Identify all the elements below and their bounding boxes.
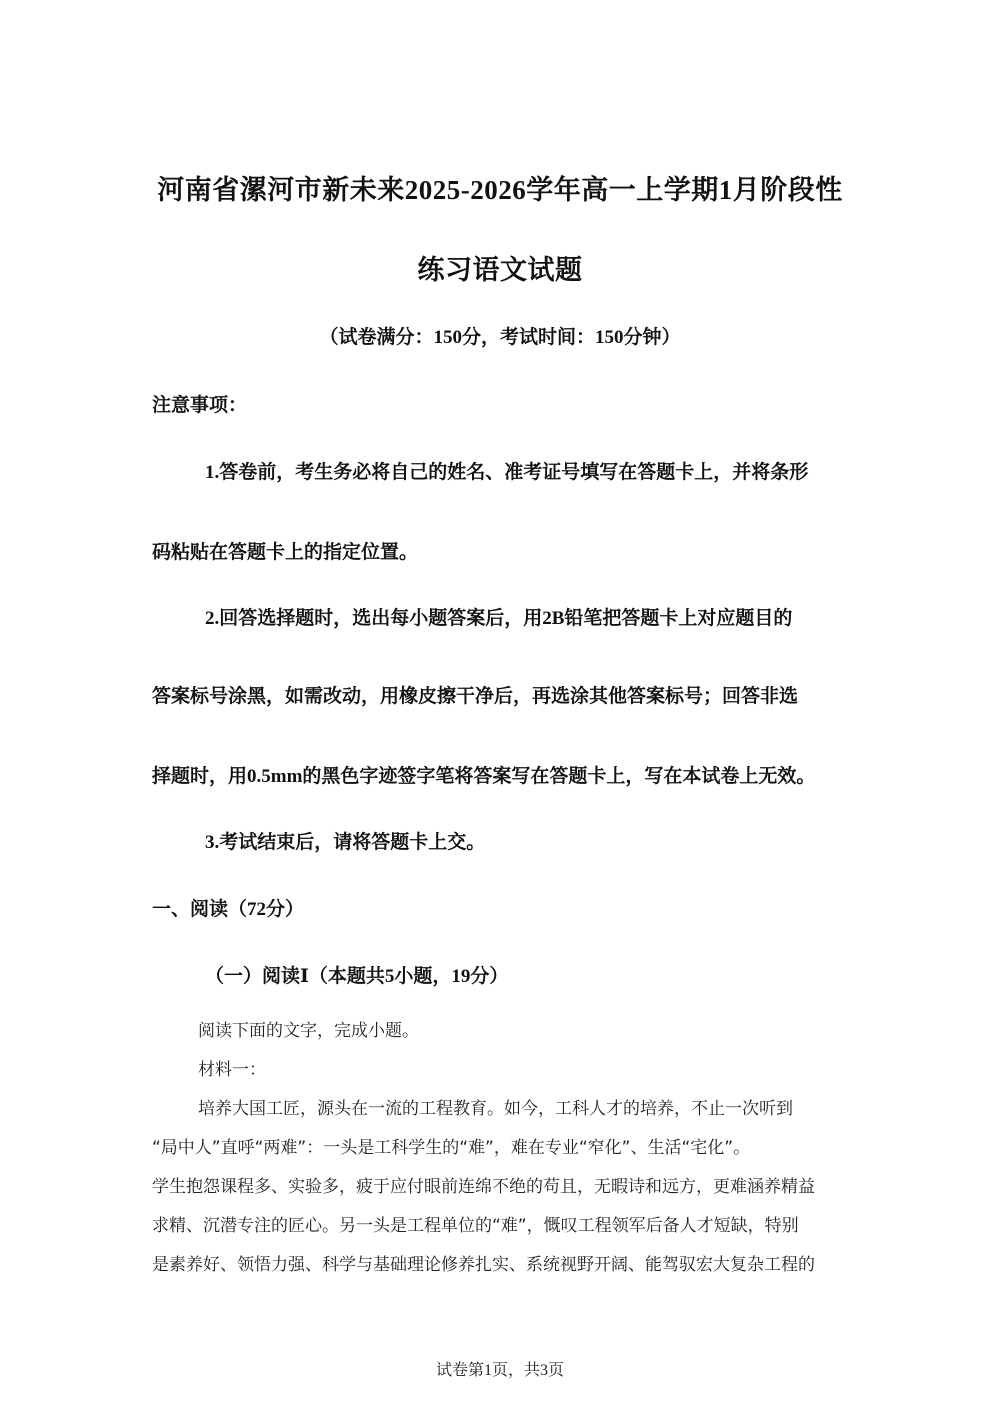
notice-item-2-line-2: 答案标号涂黑，如需改动，用橡皮擦干净后，再选涂其他答案标号；回答非选 <box>152 686 799 707</box>
passage-line-5: 是素养好、领悟力强、科学与基础理论修养扎实、系统视野开阔、能驾驭宏大复杂工程的 <box>152 1255 815 1275</box>
notice-item-1-line-2: 码粘贴在答题卡上的指定位置。 <box>152 542 419 563</box>
subsection-heading-reading-1: （一）阅读Ⅰ（本题共5小题，19分） <box>205 966 509 987</box>
notice-heading: 注意事项： <box>152 395 248 416</box>
notice-item-2-line-1: 2.回答选择题时，选出每小题答案后，用2B铅笔把答题卡上对应题目的 <box>205 608 793 629</box>
notice-item-3: 3.考试结束后，请将答题卡上交。 <box>205 832 486 853</box>
section-heading-reading: 一、阅读（72分） <box>152 899 305 920</box>
passage-line-1: 培养大国工匠，源头在一流的工程教育。如今，工科人才的培养，不止一次听到 <box>198 1099 793 1119</box>
passage-line-4: 求精、沉潜专注的匠心。另一头是工程单位的“难”，慨叹工程领军后备人才短缺，特别 <box>152 1216 799 1236</box>
page-footer: 试卷第1页，共3页 <box>435 1362 564 1379</box>
exam-title-line-1: 河南省漯河市新未来2025-2026学年高一上学期1月阶段性 <box>157 175 843 205</box>
material-label: 材料一： <box>198 1060 266 1080</box>
exam-title-line-2: 练习语文试题 <box>417 255 583 285</box>
notice-item-2-line-3: 择题时，用0.5mm的黑色字迹签字笔将答案写在答题卡上，写在本试卷上无效。 <box>152 766 816 787</box>
reading-instruction: 阅读下面的文字，完成小题。 <box>198 1021 419 1041</box>
notice-item-1-line-1: 1.答卷前，考生务必将自己的姓名、准考证号填写在答题卡上，并将条形 <box>205 462 809 483</box>
passage-line-3: 学生抱怨课程多、实验多，疲于应付眼前连绵不绝的苟且，无暇诗和远方，更难涵养精益 <box>152 1177 815 1197</box>
exam-subtitle: （试卷满分：150分，考试时间：150分钟） <box>319 327 681 348</box>
passage-line-2: “局中人”直呼“两难”：一头是工科学生的“难”，难在专业“窄化”、生活“宅化”。 <box>152 1138 751 1158</box>
